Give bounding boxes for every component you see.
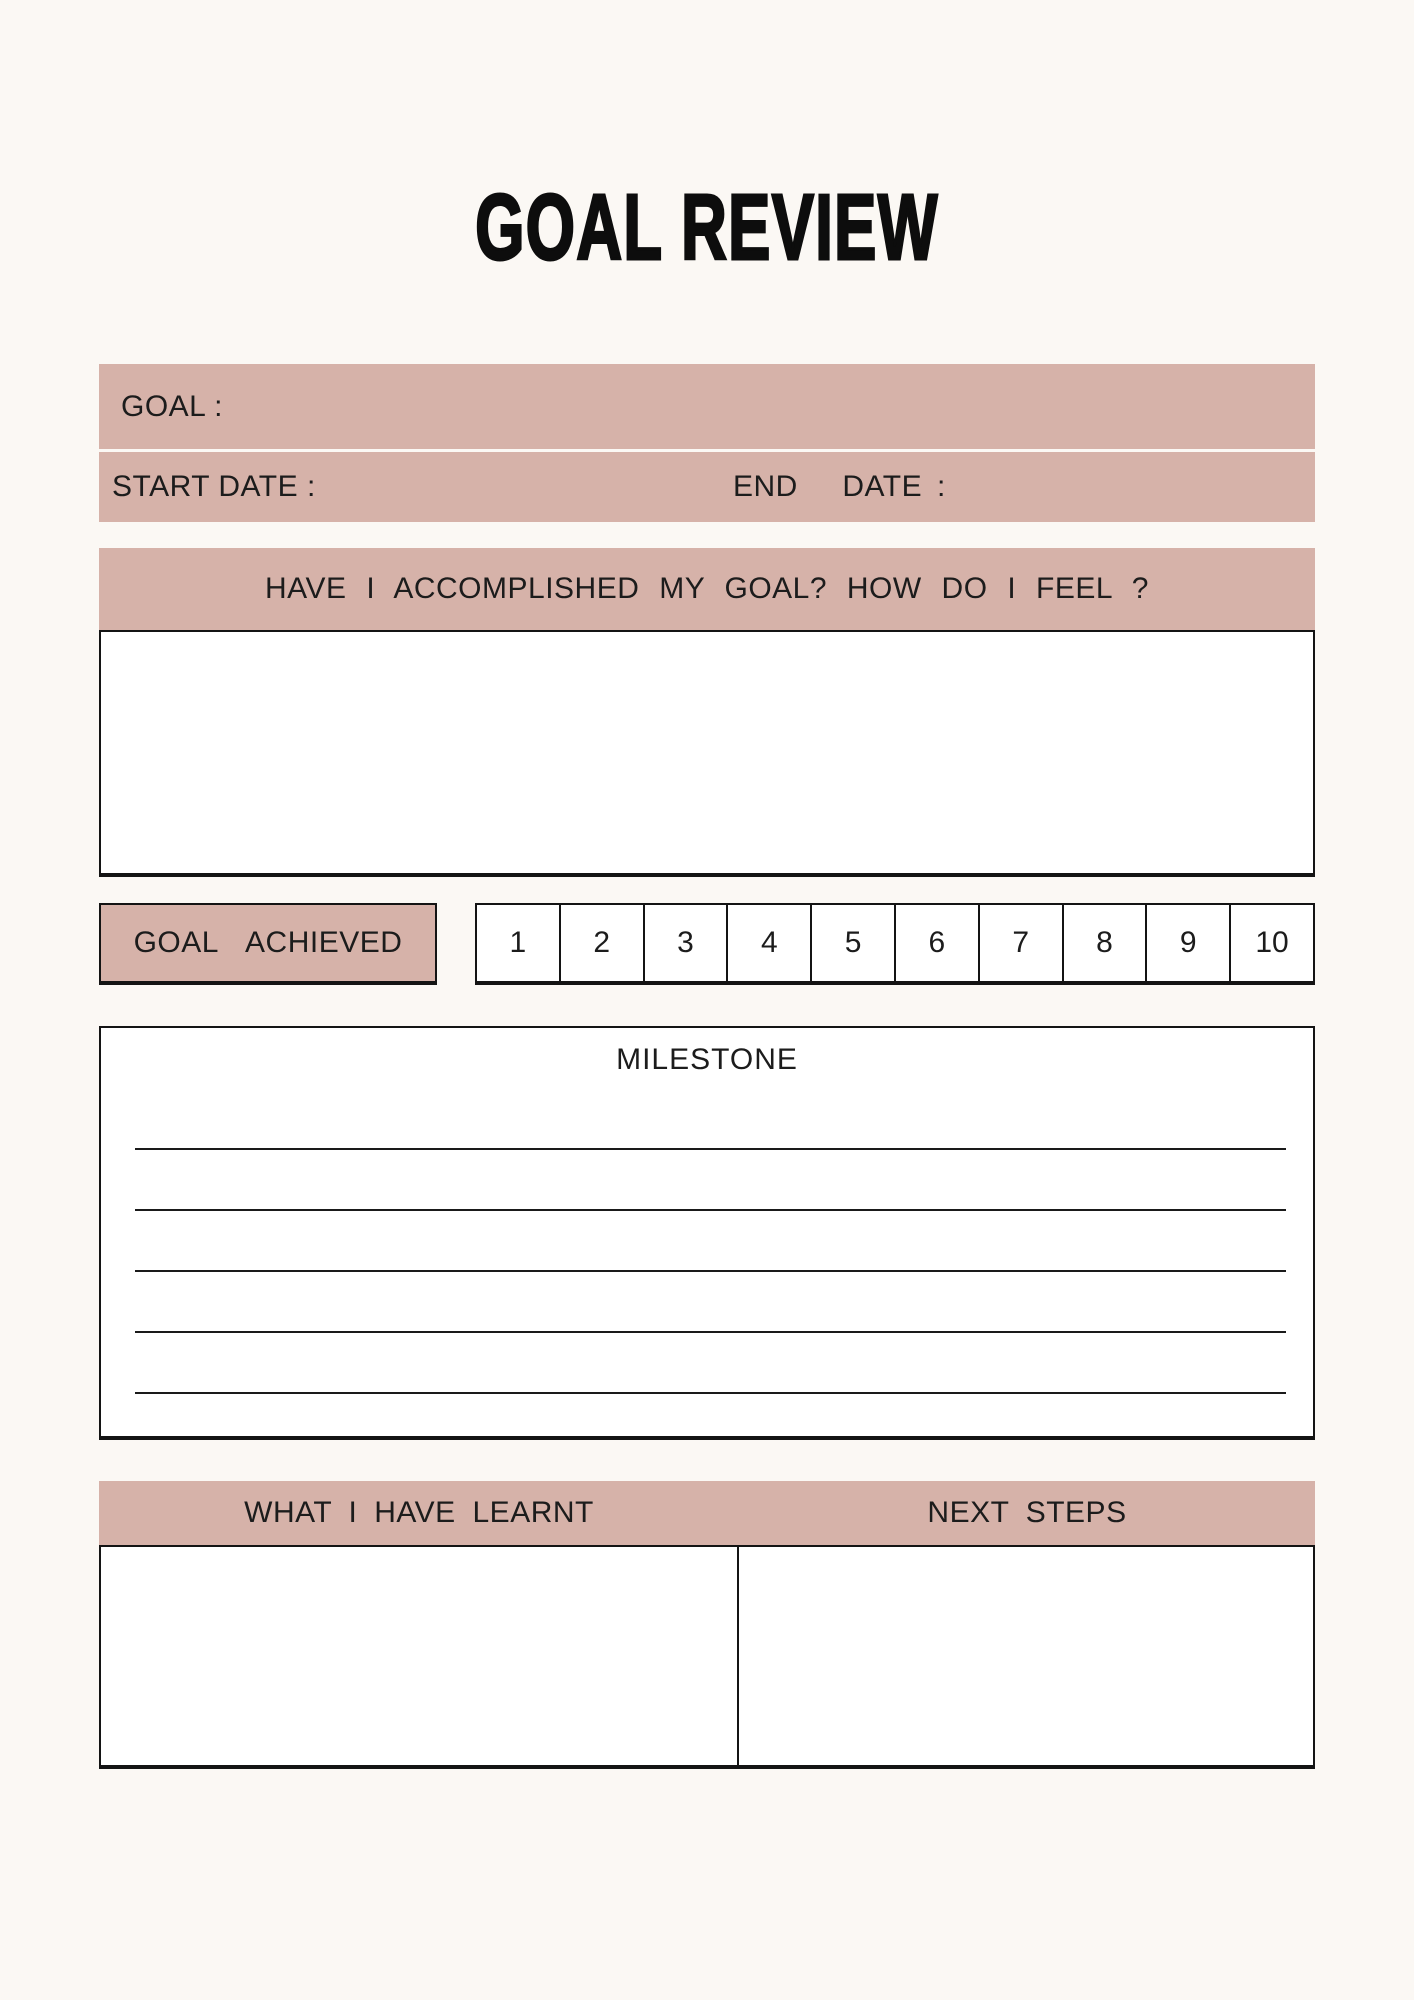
learnt-box[interactable] (101, 1547, 739, 1765)
learnt-next-banner (99, 1481, 1315, 1545)
scale-cell-label: 9 (1179, 926, 1197, 959)
scale-cell-label: 10 (1255, 926, 1289, 959)
milestone-title: MILESTONE (616, 1043, 798, 1076)
scale-cell-label: 1 (509, 926, 527, 959)
scale-cell-6[interactable] (896, 905, 980, 981)
learnt-label: WHAT I HAVE LEARNT (244, 1496, 594, 1529)
milestone-line[interactable] (135, 1148, 1286, 1150)
scale-cell-label: 5 (844, 926, 862, 959)
milestone-line[interactable] (135, 1209, 1286, 1211)
goal-banner (99, 364, 1315, 449)
scale-cell-9[interactable] (1147, 905, 1231, 981)
scale-cell-5[interactable] (812, 905, 896, 981)
scale-cell-label: 8 (1096, 926, 1113, 959)
rating-scale (475, 903, 1315, 985)
milestone-box (99, 1026, 1315, 1440)
scale-cell-10[interactable] (1231, 905, 1313, 981)
scale-cell-label: 6 (928, 926, 946, 959)
learnt-next-boxes (99, 1545, 1315, 1769)
goal-achieved-box (99, 903, 437, 985)
scale-cell-label: 3 (677, 926, 694, 959)
dates-banner (99, 452, 1315, 522)
goal-label: GOAL : (121, 389, 223, 423)
question-label: HAVE I ACCOMPLISHED MY GOAL? HOW DO I FEEL ? (265, 572, 1149, 605)
scale-cell-4[interactable] (728, 905, 812, 981)
milestone-line[interactable] (135, 1331, 1286, 1333)
question-banner (99, 548, 1315, 630)
next-steps-box[interactable] (739, 1547, 1313, 1765)
milestone-line[interactable] (135, 1270, 1286, 1272)
scale-cell-8[interactable] (1064, 905, 1148, 981)
scale-cell-1[interactable] (477, 905, 561, 981)
scale-cell-label: 7 (1012, 926, 1030, 959)
start-date-label: START DATE : (112, 470, 316, 503)
scale-cell-3[interactable] (645, 905, 729, 981)
scale-cell-label: 4 (760, 926, 778, 959)
milestone-line[interactable] (135, 1392, 1286, 1394)
scale-cell-2[interactable] (561, 905, 645, 981)
end-date-label: END DATE : (733, 470, 946, 503)
scale-cell-label: 2 (593, 926, 611, 959)
next-steps-label: NEXT STEPS (927, 1496, 1127, 1529)
page-title: GOAL REVIEW (475, 175, 939, 279)
goal-achieved-label: GOAL ACHIEVED (133, 926, 403, 959)
scale-cell-7[interactable] (980, 905, 1064, 981)
reflection-answer-box[interactable] (99, 630, 1315, 877)
